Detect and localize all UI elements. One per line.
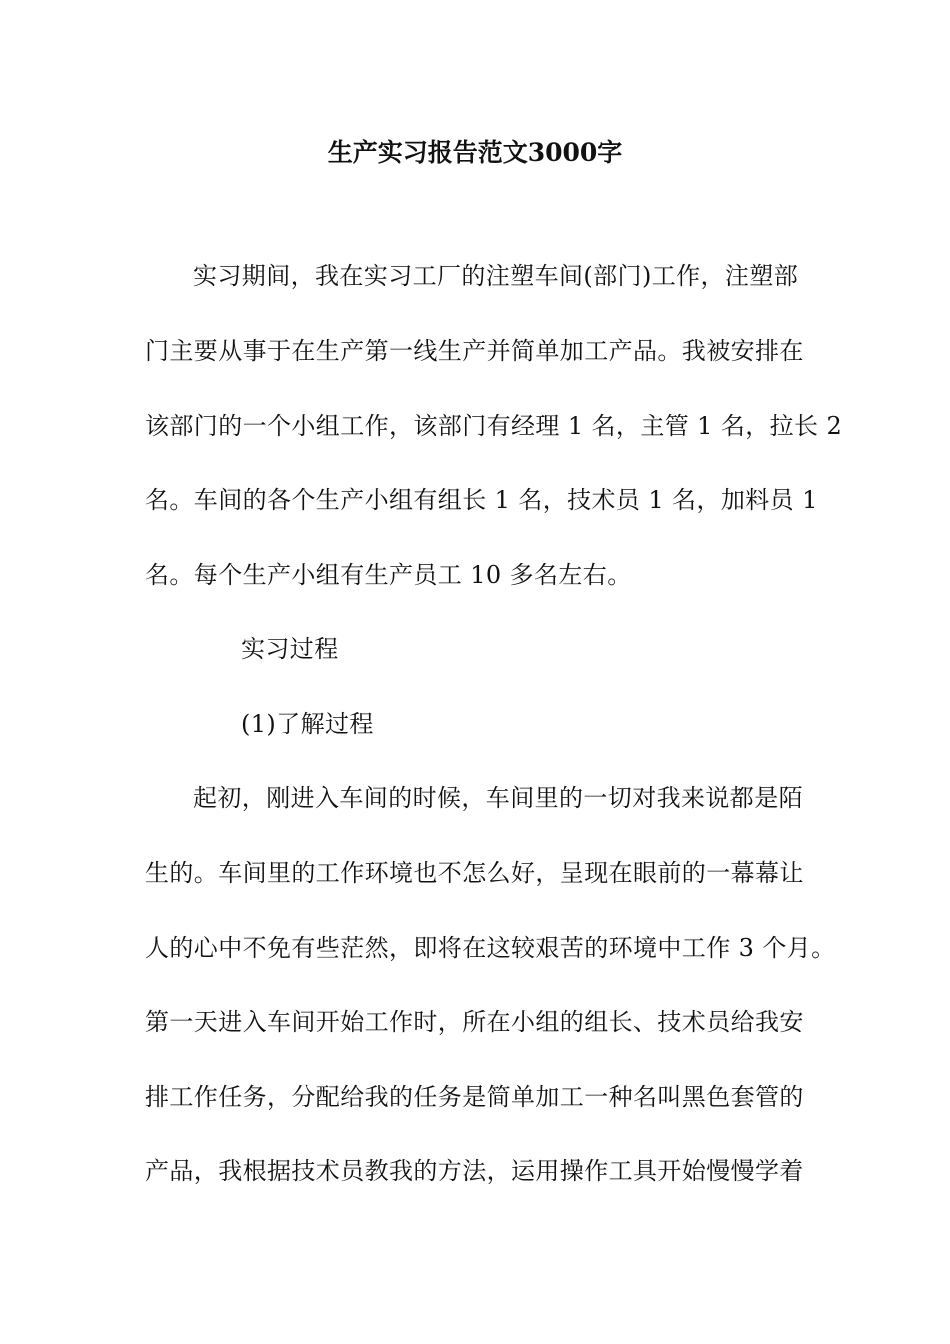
paragraph-line: 名。每个生产小组有生产员工 10 多名左右。	[145, 561, 632, 589]
paragraph-line: 人的心中不免有些茫然，即将在这较艰苦的环境中工作 3 个月。	[145, 934, 836, 962]
paragraph-line: 实习期间，我在实习工厂的注塑车间(部门)工作，注塑部	[193, 262, 799, 290]
paragraph-line: 第一天进入车间开始工作时，所在小组的组长、技术员给我安	[145, 1008, 804, 1036]
paragraph-line: 该部门的一个小组工作，该部门有经理 1 名，主管 1 名，拉长 2	[145, 412, 843, 440]
paragraph-line: 门主要从事于在生产第一线生产并简单加工产品。我被安排在	[145, 337, 804, 365]
paragraph-line: 排工作任务，分配给我的任务是简单加工一种名叫黑色套管的	[145, 1083, 804, 1111]
paragraph-line: 产品，我根据技术员教我的方法，运用操作工具开始慢慢学着	[145, 1157, 804, 1185]
document-title: 生产实习报告范文3000字	[327, 138, 623, 167]
paragraph-line: 名。车间的各个生产小组有组长 1 名，技术员 1 名，加料员 1	[145, 486, 818, 514]
subsection-heading: (1)了解过程	[241, 710, 374, 738]
paragraph-line: 生的。车间里的工作环境也不怎么好，呈现在眼前的一幕幕让	[145, 859, 804, 887]
section-heading: 实习过程	[241, 635, 339, 663]
paragraph-line: 起初，刚进入车间的时候，车间里的一切对我来说都是陌	[193, 784, 803, 812]
